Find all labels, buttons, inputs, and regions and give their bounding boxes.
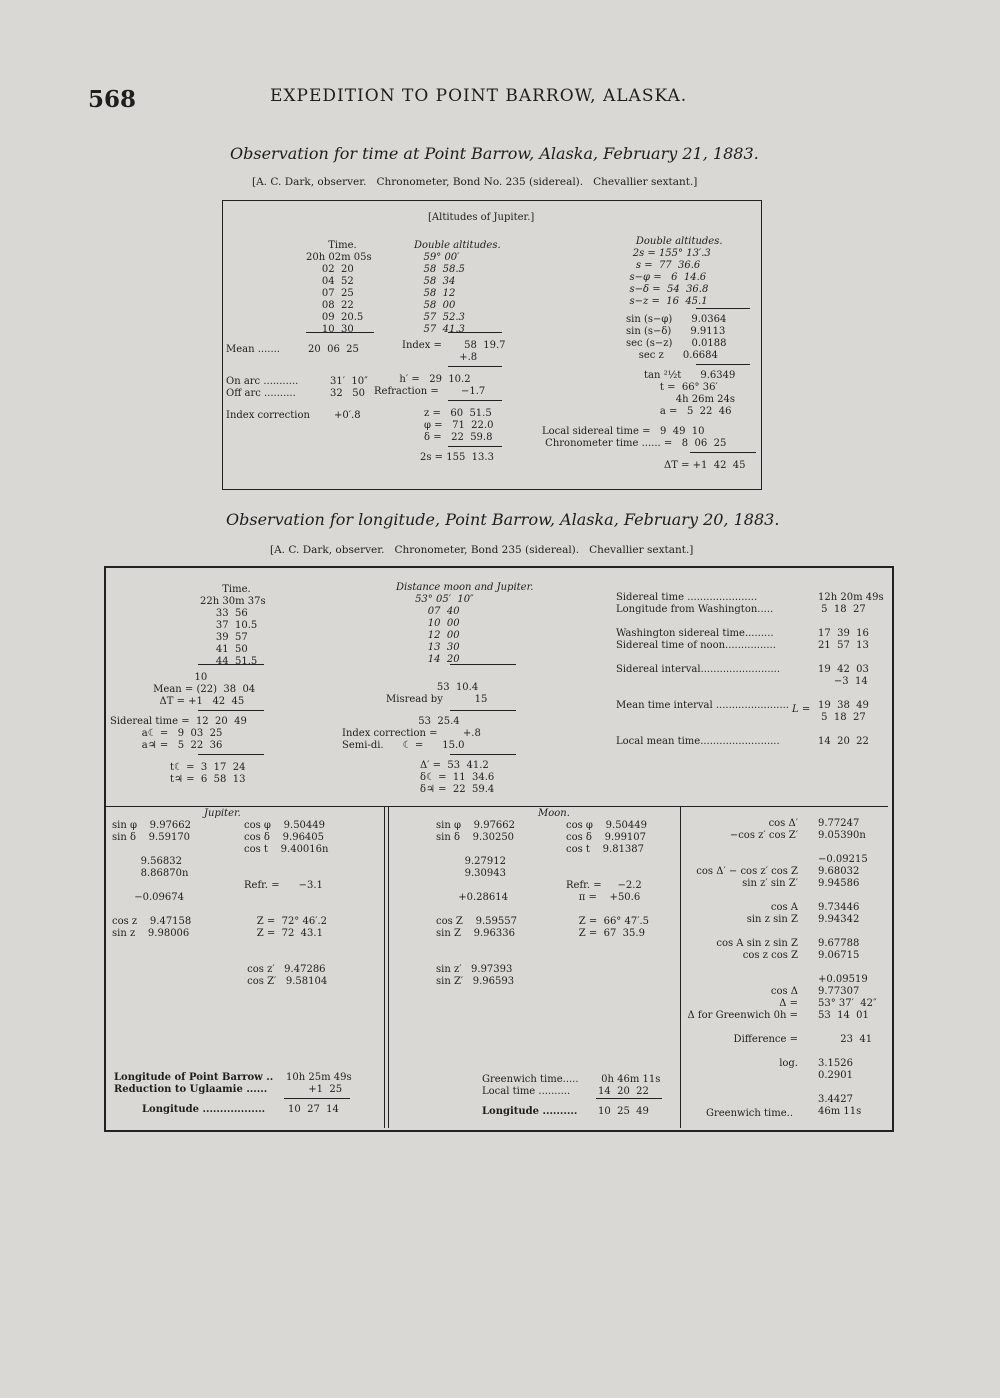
jupiter-title: Jupiter.: [204, 808, 241, 819]
rule: [696, 308, 750, 309]
moon-mid: cos φ 9.50449 cos δ 9.99107 cos t 9.81387 Refr. = −2.2 π = +50.6 Z = 66° 47′.5 Z = 67 35.9: [566, 820, 650, 939]
index-correction-value: +0′.8: [334, 410, 361, 421]
index-correction-block: 53 25.4 Index correction = +.8 Semi-di. ☾ = 15.0: [342, 716, 481, 751]
bottom-left-labels: Longitude of Point Barrow .. Reduction to Uglaamie ......: [114, 1072, 274, 1095]
rule: [450, 710, 516, 711]
running-title: EXPEDITION TO POINT BARROW, ALASKA.: [270, 86, 688, 106]
rule: [198, 710, 264, 711]
bottom-mid-values: 0h 46m 11s 14 20 22: [598, 1074, 661, 1097]
divider: [680, 806, 681, 1128]
section2-title: Observation for longitude, Point Barrow, Alaska, February 20, 1883.: [226, 510, 780, 529]
two-s: 2s = 155 13.3: [420, 452, 494, 463]
rule: [690, 452, 756, 453]
rule: [284, 1098, 350, 1099]
table-caption: [Altitudes of Jupiter.]: [428, 212, 535, 223]
jupiter-left: sin φ 9.97662 sin δ 9.59170 9.56832 8.86870n −0.09674 cos z 9.47158 sin z 9.98006: [112, 820, 192, 939]
tan-block: tan ²½t 9.6349 t = 66° 36′ 4h 26m 24s a = 5 22 46: [644, 370, 736, 417]
delta-block: Δ′ = 53 41.2 δ☾ = 11 34.6 δ♃ = 22 59.4: [420, 760, 495, 795]
rule: [696, 364, 750, 365]
mean-block: 10 Mean = (22) 38 04 ΔT = +1 42 45: [153, 672, 256, 707]
moon-left: sin φ 9.97662 sin δ 9.30250 9.27912 9.30943 +0.28614 cos Z 9.59557 sin Z 9.96336 sin z′ 9.97393 sin Z′ 9.96593: [436, 820, 517, 987]
double-divider: [384, 806, 389, 1128]
double-altitudes-column: Double altitudes. 59° 00′ 58 58.5 58 34 58 12 58 00 57 52.3 57 41.3: [414, 240, 501, 335]
mean-value: 20 06 25: [308, 344, 359, 355]
rule: [306, 332, 374, 333]
jupiter-mid: cos φ 9.50449 cos δ 9.96405 cos t 9.40016n Refr. = −3.1 Z = 72° 46′.2 Z = 72 43.1 cos z′ 9.47286 cos Z′ 9.58104: [244, 820, 329, 987]
sidereal-block: Sidereal time = 12 20 49 a☾ = 9 03 25 a♃ = 5 22 36: [110, 716, 247, 751]
right-labels: Sidereal time ...................... Longitude from Washington..... Washington sidereal time......... Sidereal time of noon................ Sidereal interval......................... Mean time interval ....................... Local mean time.........................: [616, 592, 789, 747]
rule: [450, 664, 516, 665]
log-values: sin (s−φ) 9.0364 sin (s−δ) 9.9113 sec (s−z) 0.0188 sec z 0.6684: [626, 314, 727, 361]
right-box-labels: cos Δ′ −cos z′ cos Z′ cos Δ′ − cos z′ cos Z sin z′ sin Z′ cos A sin z sin Z cos A sin z sin Z cos z cos Z cos Δ Δ = Δ for Greenwich 0h = Difference = log.: [687, 818, 798, 1069]
divider: [106, 806, 888, 807]
h-refraction: h′ = 29 10.2 Refraction = −1.7: [374, 374, 486, 397]
right-double-altitudes: Double altitudes. 2s = 155° 13′.3 s = 77 36.6 s−φ = 6 14.6 s−δ = 54 36.8 s−z = 16 45.1: [629, 236, 723, 307]
delta-t: ΔT = +1 42 45: [664, 460, 746, 471]
L-label: L =: [792, 704, 811, 715]
rule: [198, 754, 264, 755]
rule: [448, 446, 502, 447]
greenwich-label: Greenwich time..: [706, 1108, 793, 1119]
index-correction-label: Index correction: [226, 410, 310, 421]
section1-title: Observation for time at Point Barrow, Alaska, February 21, 1883.: [230, 144, 759, 163]
rule: [448, 400, 502, 401]
rule: [448, 366, 502, 367]
time-column: Time. 20h 02m 05s 02 20 04 52 07 25 08 22 09 20.5 10 30: [306, 240, 372, 335]
bottom-mid-labels: Greenwich time..... Local time ..........: [482, 1074, 579, 1097]
moon-title: Moon.: [538, 808, 570, 819]
page-number: 568: [88, 86, 137, 113]
rule: [596, 1098, 662, 1099]
section1-subtitle: [A. C. Dark, observer. Chronometer, Bond No. 235 (sidereal). Chevallier sextant.]: [252, 176, 698, 188]
arc-values: 31′ 10″ 32 50: [330, 376, 368, 399]
distance-column: Distance moon and Jupiter. 53° 05′ 10″ 07 40 10 00 12 00 13 30 14 20: [396, 582, 534, 665]
rule: [448, 332, 502, 333]
local-sidereal-time: Local sidereal time = 9 49 10 Chronometer time ...... = 8 06 25: [542, 426, 727, 449]
misread: 53 10.4 Misread by 15: [386, 682, 488, 705]
rule: [198, 664, 264, 665]
longitude-value: 10 27 14: [288, 1104, 339, 1115]
arc-labels: On arc ........... Off arc ..........: [226, 376, 299, 399]
t-block: t☾ = 3 17 24 t♃ = 6 58 13: [170, 762, 246, 785]
rule: [450, 754, 516, 755]
longitude2-value: 10 25 49: [598, 1106, 649, 1117]
bottom-left-values: 10h 25m 49s +1 25: [286, 1072, 352, 1095]
time-column-2: Time. 22h 30m 37s 33 56 37 10.5 39 57 41 50 44 51.5: [200, 584, 266, 667]
right-box-values: 9.77247 9.05390n −0.09215 9.68032 9.94586 9.73446 9.94342 9.67788 9.06715 +0.09519 9.77307 53° 37′ 42″ 53 14 01 23 41 3.1526 0.2901 3.4427 46m 11s: [818, 818, 877, 1117]
longitude2-label: Longitude ..........: [482, 1106, 578, 1117]
right-values: 12h 20m 49s 5 18 27 17 39 16 21 57 13 19 42 03 −3 14 19 38 49 5 18 27 14 20 22: [818, 592, 884, 747]
longitude-label: Longitude ..................: [142, 1104, 266, 1115]
z-phi-delta: z = 60 51.5 φ = 71 22.0 δ = 22 59.8: [424, 408, 494, 443]
mean-label: Mean .......: [226, 344, 280, 355]
section2-subtitle: [A. C. Dark, observer. Chronometer, Bond 235 (sidereal). Chevallier sextant.]: [270, 544, 694, 556]
mean-altitude: Index = 58 19.7 +.8: [402, 340, 506, 363]
